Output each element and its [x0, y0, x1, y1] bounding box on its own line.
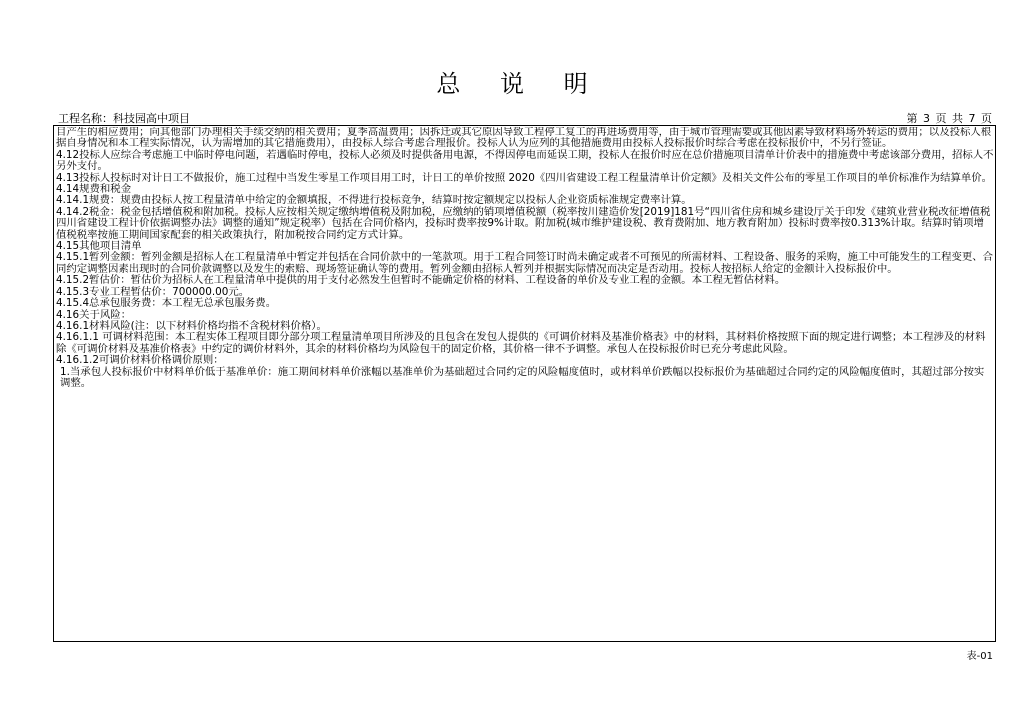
paragraph: 4.15.3专业工程暂估价：700000.00元。	[56, 285, 250, 298]
paragraph: 4.15.1暂列金额：暂列金额是招标人在工程量清单中暂定并包括在合同价款中的一笔款项。用于工程合同签订时尚未确定或者不可预见的所需材料、工程设备、服务的采购，施工中可能发生的工程变更、合同约定调整因素出现时的合同价款调整以及发生的索赔、现场签证确认等的费用。暂列金额由招标人暂列并根据实际情况而决定是否动用。投标人按招标人给定的金额计入投标报价中。	[56, 251, 994, 275]
project-name: 工程名称：科技园高中项目	[58, 112, 190, 125]
page-title: 总 说 明	[436, 70, 604, 98]
paragraph: 4.16关于风险：	[56, 308, 132, 321]
paragraph: 4.15.2暂估价：暂估价为招标人在工程量清单中提供的用于支付必然发生但暂时不能确定价格的材料、工程设备的单价及专业工程的金额。本工程无暂估材料。	[56, 274, 786, 287]
paragraph: 4.12投标人应综合考虑施工中临时停电问题，若遇临时停电，投标人必须及时提供备用电源，不得因停电而延误工期，投标人在报价时应在总价措施项目清单计价表中的措施费中考虑该部分费用，招标人不另外支付。	[56, 148, 994, 173]
paragraph: 4.14规费和税金	[56, 183, 132, 196]
paragraph: 目产生的相应费用；向其他部门办理相关手续交纳的相关费用；夏季高温费用；因拆迁或其它原因导致工程停工复工的再进场费用等，由于城市管理需要或其他因素导致材料场外转运的费用；以及投标人根据自身情况和本工程实际情况，认为需增加的其它措施费用），由投标人综合考虑合理报价。投标人认为应列的其他措施费用由投标人投标报价时综合考虑在投标报价中，不另行签证。	[56, 127, 992, 150]
paragraph: 4.15.4总承包服务费：本工程无总承包服务费。	[56, 297, 277, 310]
table-code: 表-01	[966, 651, 993, 662]
paragraph: 4.16.1材料风险(注：以下材料价格均指不含税材料价格）。	[56, 319, 327, 332]
content-body	[56, 127, 994, 637]
paragraph: 4.14.2税金：税金包括增值税和附加税。投标人应按相关规定缴纳增值税及附加税，应缴纳的销项增值税额（税率按川建造价发[2019]181号“四川省住房和城乡建设厅关于印发《建筑业营业税改征增值税四川省建设工程计价依据调整办法》调整的通知”规定税率）包括在合同价格内，投标时费率按9%计取。附加税(城市维护建设税、教育费附加、地方教育附加）投标时费率按0.313%计取。结算时销项增值税税率按施工期间国家配套的相关政策执行，附加税按合同约定方式计算。	[56, 205, 991, 241]
paragraph: 4.14.1规费：规费由投标人按工程量清单中给定的金额填报，不得进行投标竞争，结算时按定额规定以投标人企业资质标准规定费率计算。	[56, 194, 692, 207]
paragraph: 4.16.1.1 可调材料范围：本工程实体工程项目即分部分项工程量清单项目所涉及的且包含在发包人提供的《可调价材料及基准价格表》中的材料，其材料价格按照下面的规定进行调整；本工程涉及的材料除《可调价材料及基准价格表》中约定的调价材料外，其余的材料价格均为风险包干的固定价格，其价格一律不予调整。承包人在投标报价时已充分考虑此风险。	[56, 331, 986, 355]
page-number: 第 3 页 共 7 页	[906, 112, 993, 125]
paragraph: 1.当承包人投标报价中材料单价低于基准单价：施工期间材料单价涨幅以基准单价为基础超过合同约定的风险幅度值时，或材料单价跌幅以投标报价为基础超过合同约定的风险幅度值时，其超过部分按实调整。	[60, 365, 985, 389]
paragraph: 4.16.1.2可调价材料价格调价原则：	[56, 354, 224, 367]
paragraph: 4.13投标人投标时对计日工不做报价，施工过程中当发生零星工作项目用工时，计日工的单价按照 2020《四川省建设工程工程量清单计价定额》及相关文件公布的零星工作项目的单价标准作为结算单价。	[56, 171, 993, 184]
paragraph: 4.15其他项目清单	[56, 240, 142, 253]
